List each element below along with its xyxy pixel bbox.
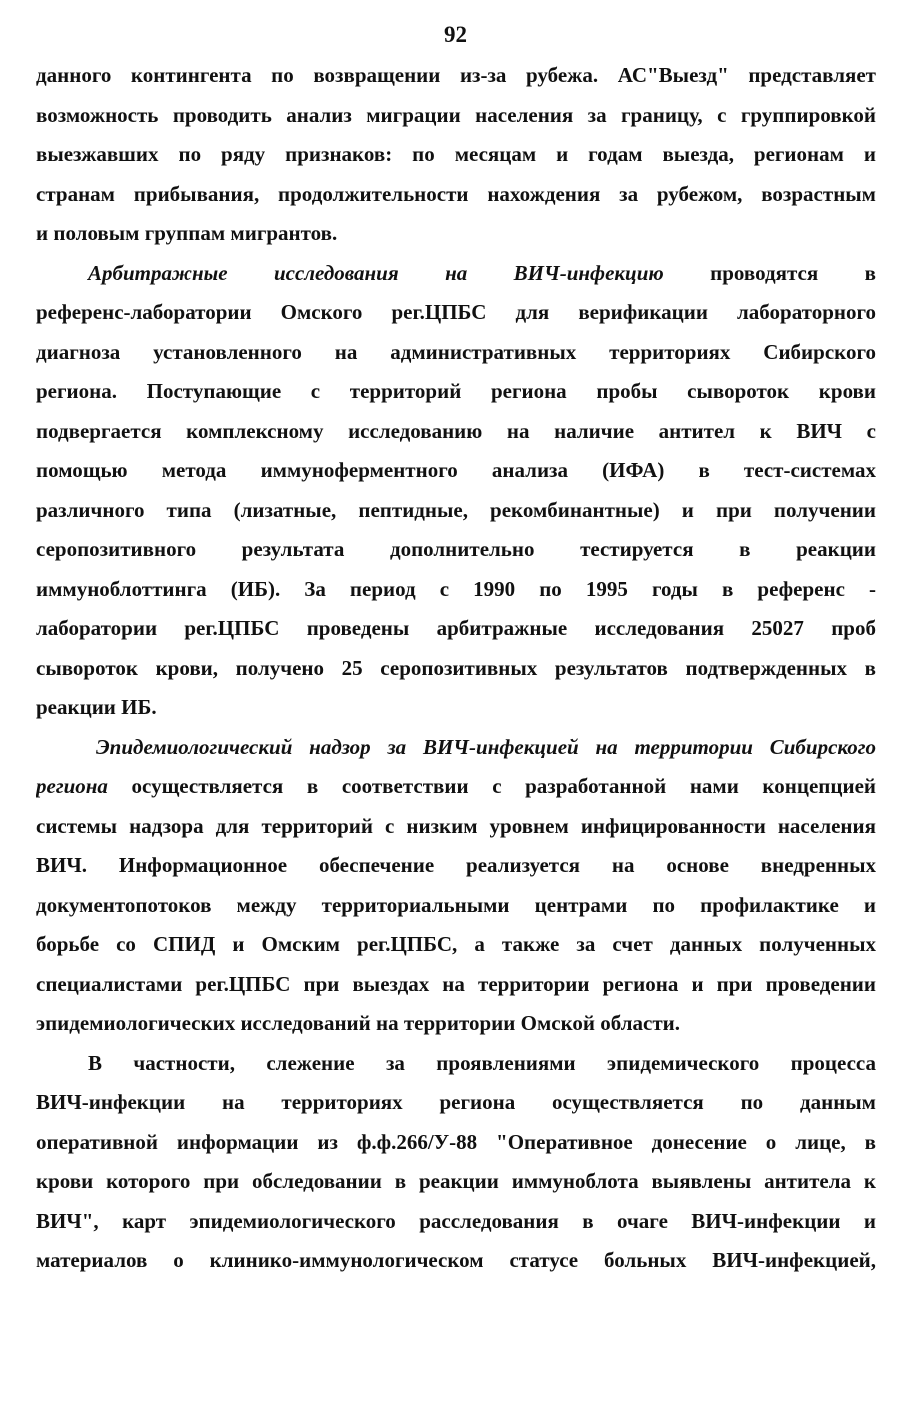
text-line: подвергается комплексному исследованию на наличие антител к ВИЧ с <box>36 418 876 443</box>
text-line: выезжавших по ряду признаков: по месяцам и годам выезда, регионам и <box>36 142 876 166</box>
italic-second: региона <box>36 774 108 798</box>
paragraph-1 <box>36 56 876 254</box>
text-line: помощью метода иммуноферментного анализа (ИФА) в тест-системах <box>36 458 876 482</box>
text-line: материалов о клинико-иммунологическом статусе больных ВИЧ-инфекцией, <box>36 1248 876 1272</box>
italic-lead: Эпидемиологический надзор за ВИЧ-инфекцией на территории Сибирского <box>96 734 876 759</box>
text-line: странам прибывания, продолжительности нахождения за рубежом, возрастным <box>36 181 876 206</box>
second-rest: осуществляется в соответствии с разработанной нами концепцией <box>107 774 876 798</box>
text-line-second <box>36 767 876 807</box>
text-line: ВИЧ-инфекции на территориях региона осуществляется по данным <box>36 1090 876 1114</box>
text-line: различного типа (лизатные, пептидные, рекомбинантные) и при получении <box>36 497 876 522</box>
text-line: ВИЧ. Информационное обеспечение реализуется на основе внедренных <box>36 853 876 877</box>
text-line: системы надзора для территорий с низким уровнем инфицированности населения <box>36 813 876 838</box>
text-line: региона. Поступающие с территорий региона пробы сывороток крови <box>36 379 876 403</box>
text-line: крови которого при обследовании в реакции иммуноблота выявлены антитела к <box>36 1169 876 1193</box>
text-line: документопотоков между территориальными центрами по профилактике и <box>36 892 876 917</box>
document-body <box>36 56 876 1281</box>
lead-rest: проводятся в <box>663 260 876 285</box>
text-line: В частности, слежение за проявлениями эпидемического процесса <box>88 1050 876 1075</box>
text-line-lead <box>36 728 876 768</box>
text-line: сывороток крови, получено 25 серопозитивных результатов подтвержденных в <box>36 655 876 680</box>
text-line: эпидемиологических исследований на территории Омской области. <box>36 1011 680 1035</box>
text-line: серопозитивного результата дополнительно тестируется в реакции <box>36 537 876 561</box>
paragraph-2 <box>36 254 876 728</box>
text-line: лаборатории рег.ЦПБС проведены арбитражные исследования 25027 проб <box>36 616 876 640</box>
text-line: специалистами рег.ЦПБС при выездах на территории региона и при проведении <box>36 971 876 996</box>
paragraph-4 <box>36 1044 876 1281</box>
italic-lead: Арбитражные исследования на ВИЧ-инфекцию <box>88 260 664 285</box>
paragraph-3 <box>36 728 876 1044</box>
text-line: оперативной информации из ф.ф.266/У-88 "Оперативное донесение о лице, в <box>36 1129 876 1154</box>
text-line: диагноза установленного на административных территориях Сибирского <box>36 339 876 364</box>
text-line: борьбе со СПИД и Омским рег.ЦПБС, а также за счет данных полученных <box>36 932 876 956</box>
text-line: референс-лаборатории Омского рег.ЦПБС для верификации лабораторного <box>36 300 876 324</box>
text-line: данного контингента по возвращении из-за рубежа. АС"Выезд" представляет <box>36 63 876 87</box>
text-line: реакции ИБ. <box>36 695 157 719</box>
page-number: 92 <box>444 22 467 47</box>
text-line: возможность проводить анализ миграции населения за границу, с группировкой <box>36 102 876 127</box>
text-line: и половым группам мигрантов. <box>36 221 338 245</box>
text-line: иммуноблоттинга (ИБ). За период с 1990 по 1995 годы в референс - <box>36 576 876 601</box>
text-line: ВИЧ", карт эпидемиологического расследования в очаге ВИЧ-инфекции и <box>36 1208 876 1233</box>
text-line-lead <box>36 254 876 294</box>
